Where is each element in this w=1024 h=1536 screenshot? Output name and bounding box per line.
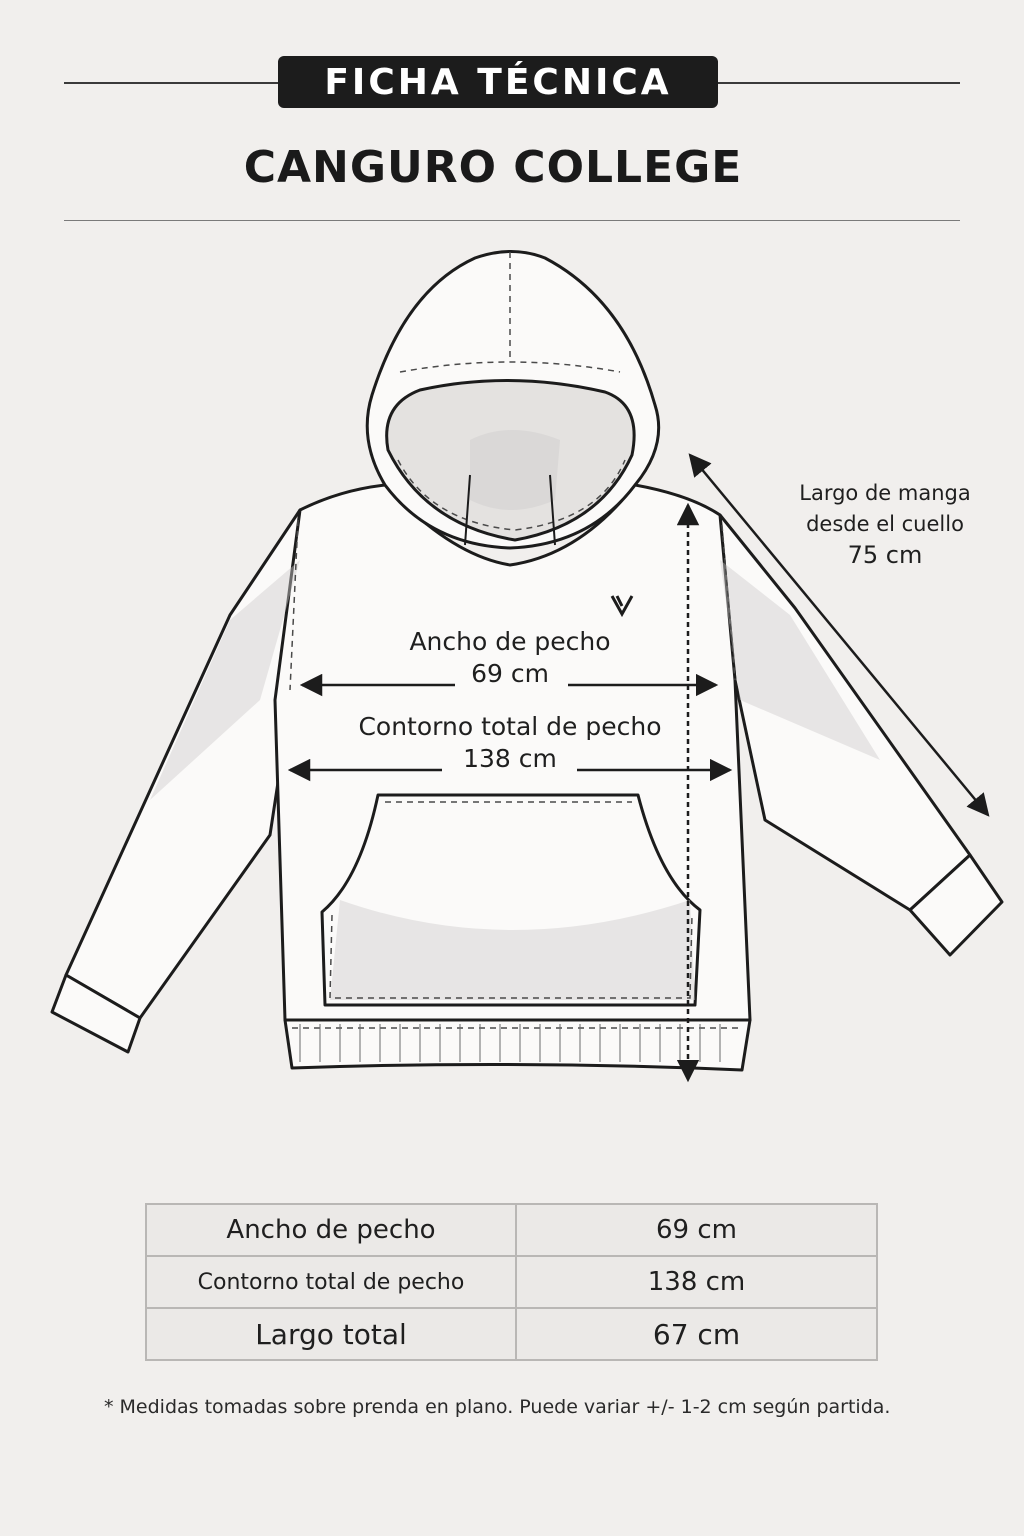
chest-width-label-value: 69 cm xyxy=(471,659,549,688)
sleeve-label-value: 75 cm xyxy=(847,541,923,569)
table-row xyxy=(146,1308,877,1360)
row-label: Contorno total de pecho xyxy=(146,1256,516,1308)
sleeve-length-label xyxy=(760,478,1010,571)
product-title: CANGURO COLLEGE xyxy=(243,142,743,193)
row-value: 69 cm xyxy=(516,1204,877,1256)
sleeve-label-line2: desde el cuello xyxy=(806,512,964,536)
table-row xyxy=(146,1204,877,1256)
chest-width-label xyxy=(360,626,660,690)
footnote: * Medidas tomadas sobre prenda en plano. Puede variar +/- 1-2 cm según partida. xyxy=(104,1396,891,1418)
chest-total-label xyxy=(320,711,700,775)
chest-total-label-text: Contorno total de pecho xyxy=(358,712,662,741)
row-value: 138 cm xyxy=(516,1256,877,1308)
table-row xyxy=(146,1256,877,1308)
measurements-table xyxy=(145,1203,878,1361)
chest-total-label-value: 138 cm xyxy=(463,744,557,773)
row-label: Ancho de pecho xyxy=(146,1204,516,1256)
sleeve-label-line1: Largo de manga xyxy=(799,481,971,505)
row-label: Largo total xyxy=(146,1308,516,1360)
row-value: 67 cm xyxy=(516,1308,877,1360)
chest-width-label-text: Ancho de pecho xyxy=(409,627,611,656)
header-badge-text: FICHA TÉCNICA xyxy=(324,61,672,103)
